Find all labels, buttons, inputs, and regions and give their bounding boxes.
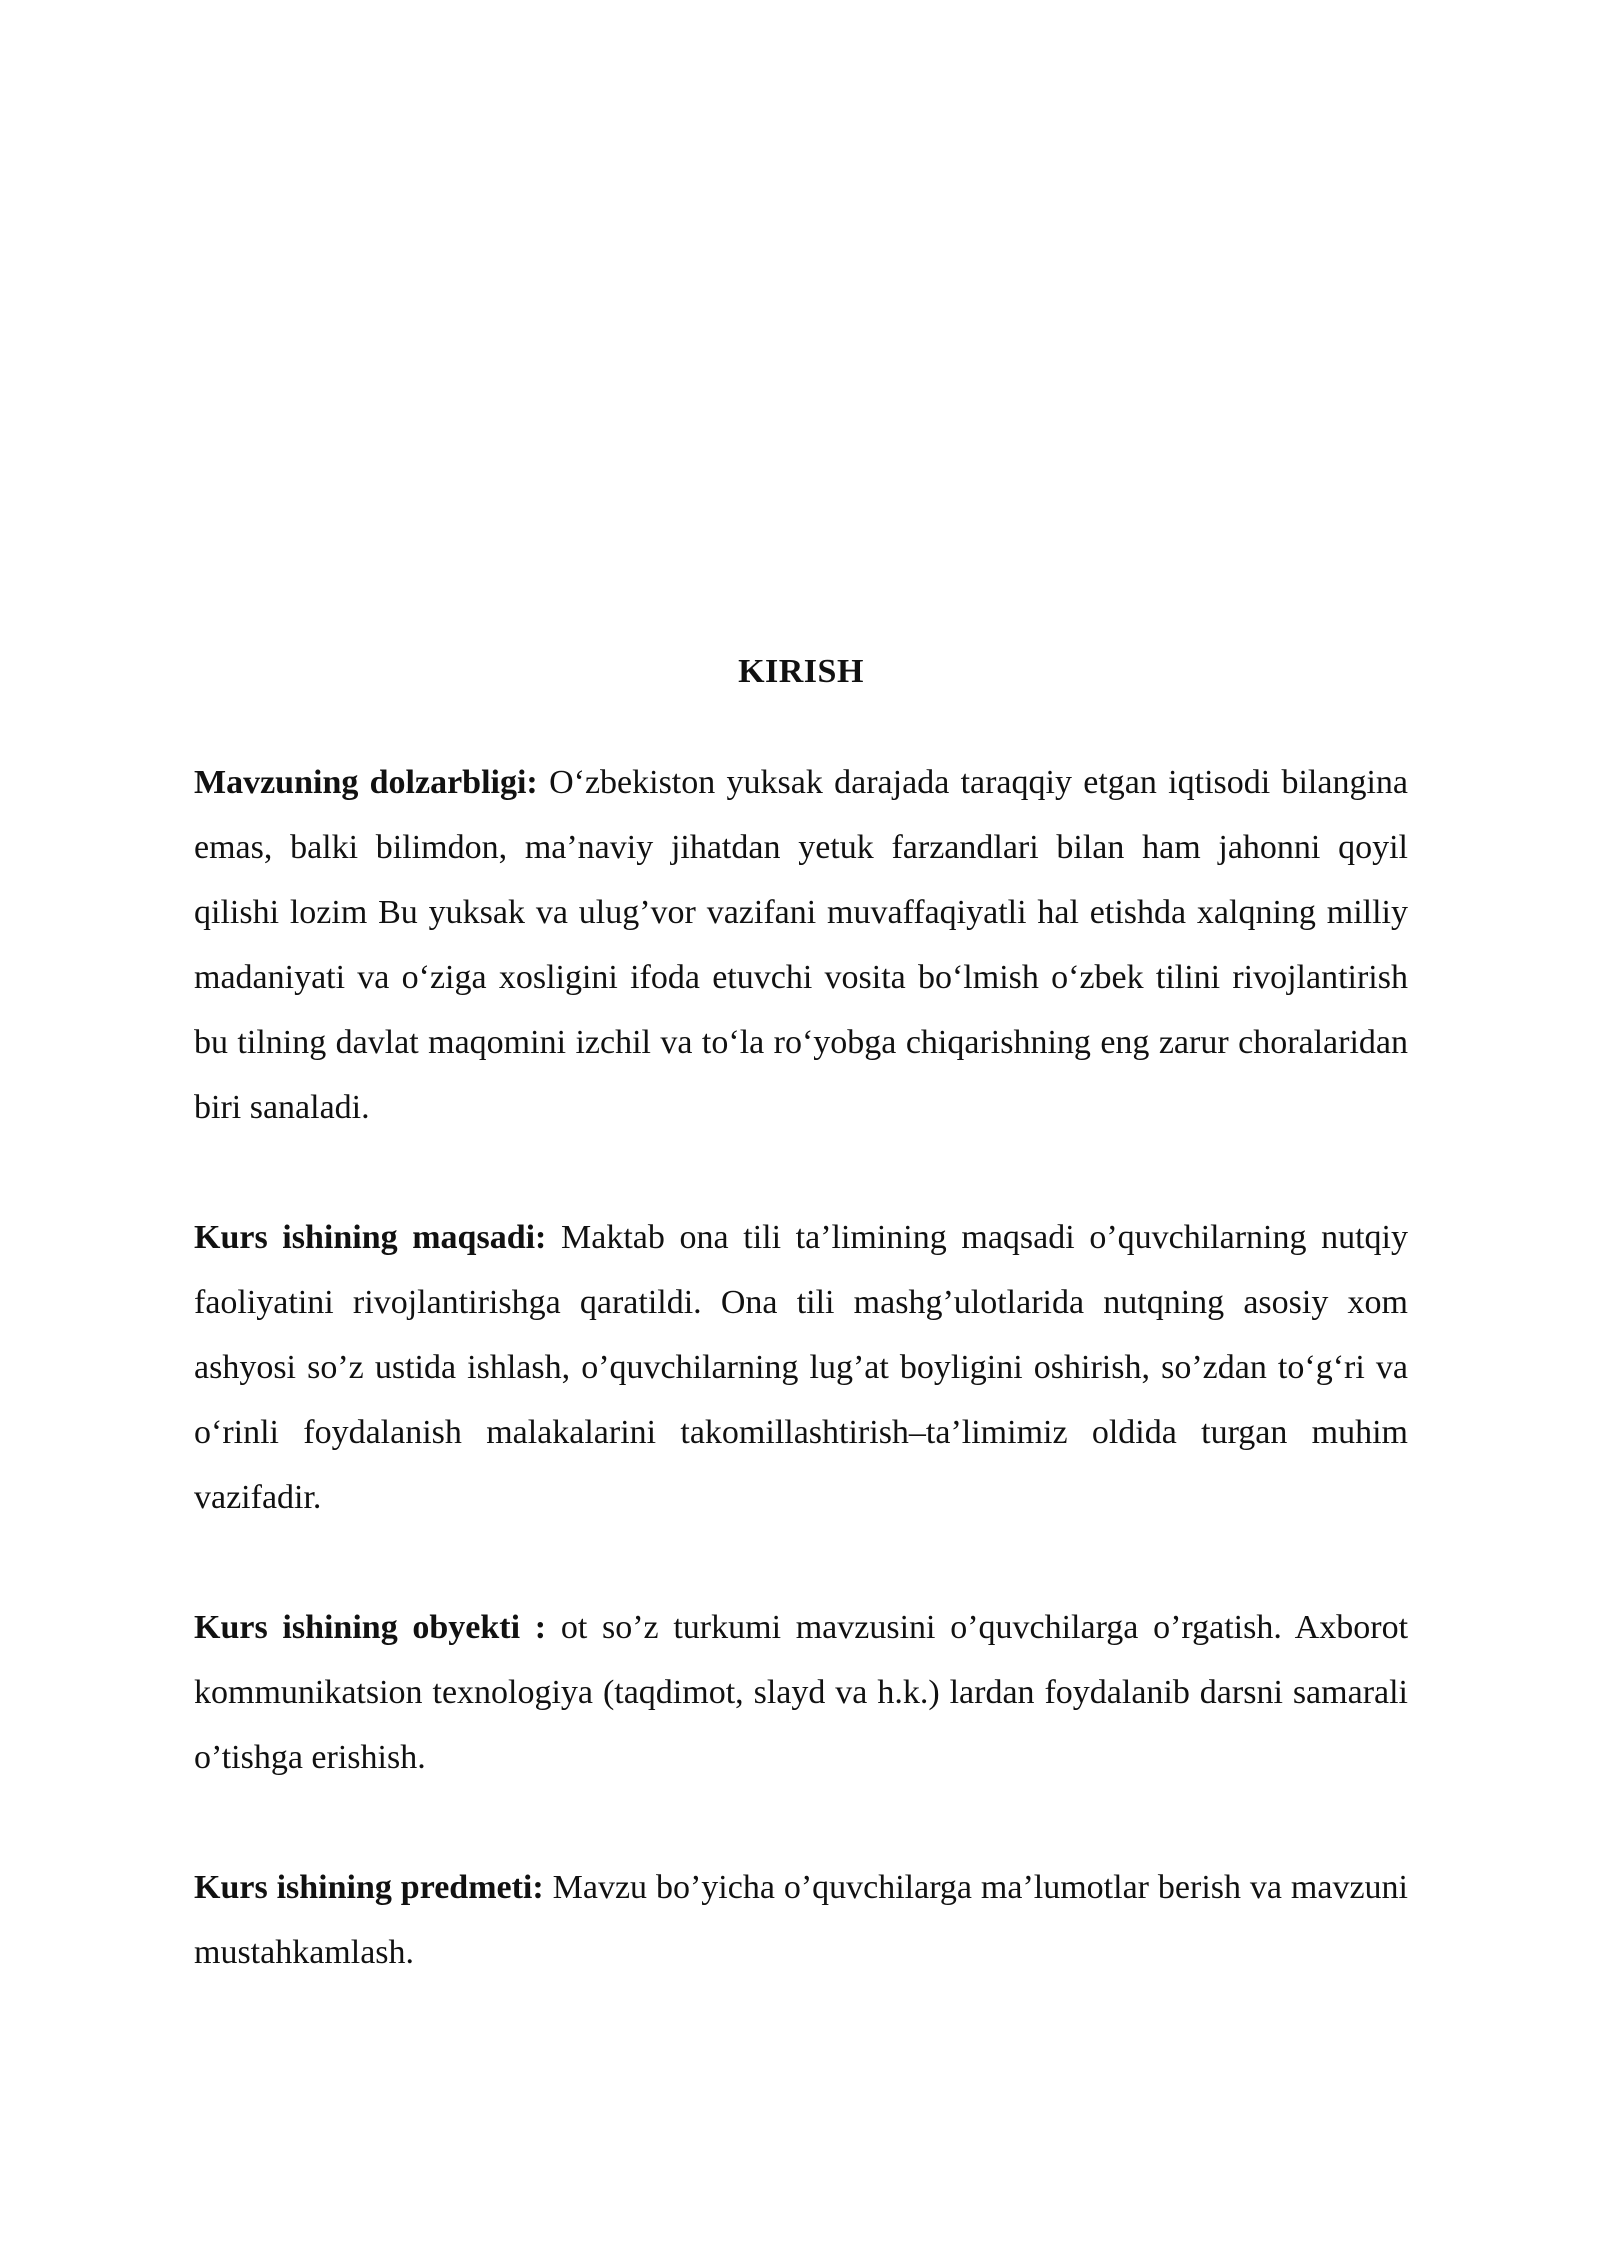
section-heading: Kurs ishining predmeti: bbox=[194, 1869, 544, 1906]
document-body bbox=[194, 644, 1408, 2050]
section-dolzarbligi bbox=[194, 750, 1408, 1140]
section-text: Maktab ona tili ta’limining maqsadi o’quvchilarning nutqiy faoliyatini rivojlantirishga qaratildi. Ona tili mashg’ulotlarida nutqning asosiy xom ashyosi so’z ustida ishlash, o’quvchilarning lug’at boyligini oshirish, so’zdan to‘g‘ri va o‘rinli foydalanish malakalarini takomillashtirish–ta’limimiz oldida turgan muhim vazifadir. bbox=[194, 1219, 1409, 1516]
section-text: Mavzu bo’yicha o’quvchilarga ma’lumotlar berish va mavzuni mustahkamlash. bbox=[194, 1869, 1408, 1971]
section-heading: Kurs ishining obyekti : bbox=[194, 1609, 547, 1646]
section-maqsadi bbox=[194, 1205, 1408, 1530]
section-predmeti bbox=[194, 1855, 1408, 1985]
section-text: ot so’z turkumi mavzusini o’quvchilarga o’rgatish. Axborot kommunikatsion texnologiya (taqdimot, slayd va h.k.) lardan foydalanib darsni samarali o’tishga erishish. bbox=[194, 1609, 1409, 1776]
page-title: KIRISH bbox=[738, 653, 864, 690]
section-obyekti bbox=[194, 1595, 1408, 1790]
section-text: O‘zbekiston yuksak darajada taraqqiy etgan iqtisodi bilangina emas, balki bilimdon, ma’naviy jihatdan yetuk farzandlari bilan ham jahonni qoyil qilishi lozim Bu yuksak va ulug’vor vazifani muvaffaqiyatli hal etishda xalqning milliy madaniyati va o‘ziga xosligini ifoda etuvchi vosita bo‘lmish o‘zbek tilini rivojlantirish bu tilning davlat maqomini izchil va to‘la ro‘yobga chiqarishning eng zarur choralaridan biri sanaladi. bbox=[194, 764, 1409, 1126]
section-heading: Mavzuning dolzarbligi: bbox=[194, 764, 538, 801]
section-heading: Kurs ishining maqsadi: bbox=[194, 1219, 547, 1256]
